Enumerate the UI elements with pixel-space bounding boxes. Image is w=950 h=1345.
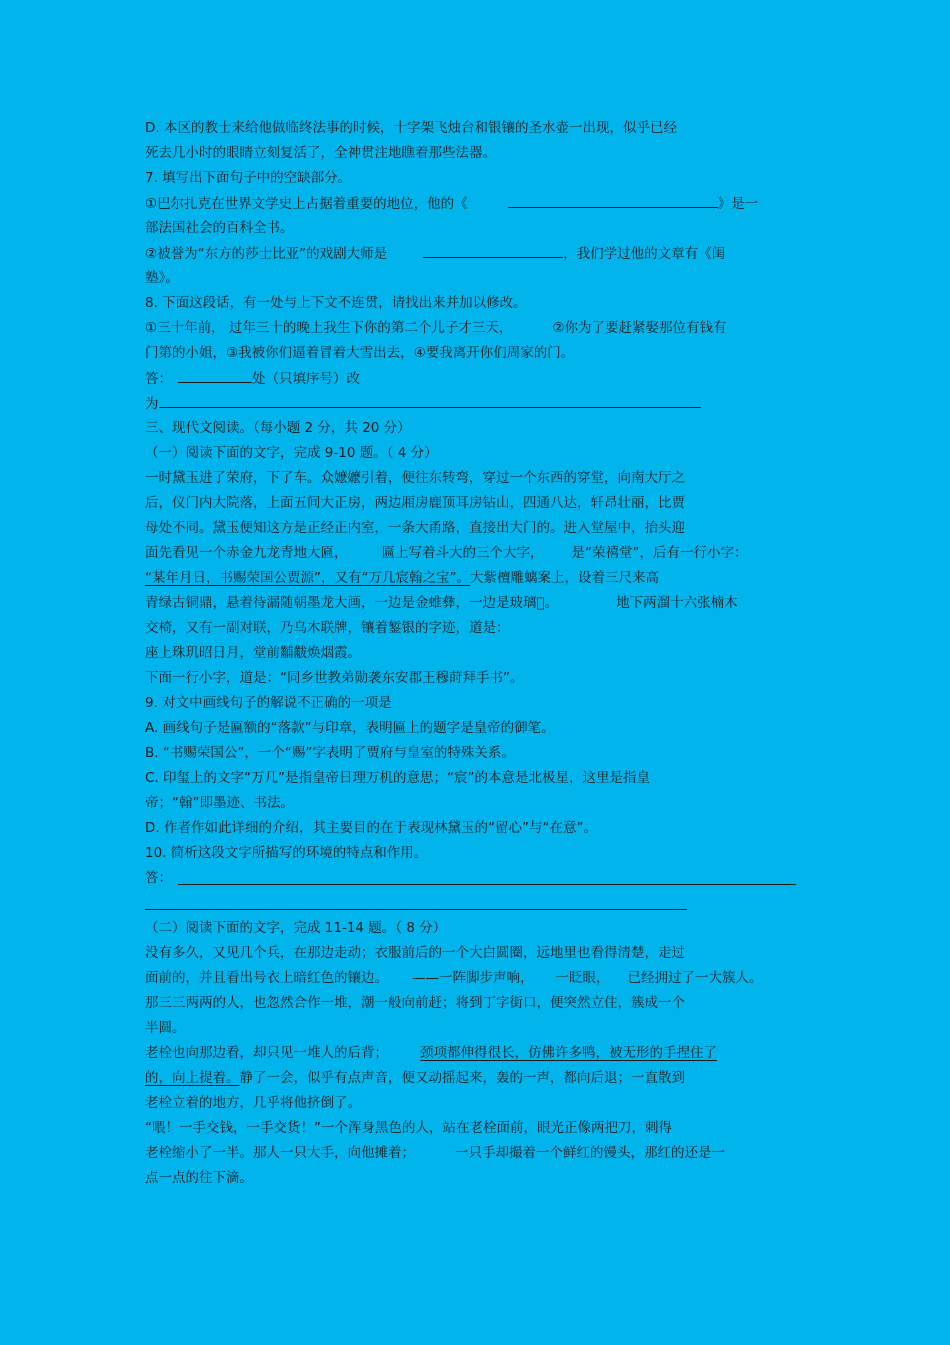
passage-1-line: [145, 593, 738, 613]
passage-part: 地下两溜十六张楠木: [616, 595, 738, 611]
question-8-answer-line: [145, 368, 360, 389]
question-9-option-c: C. 印玺上的文字“万几”是指皇帝日理万机的意思；“宸”的本意是北极星，这里是指皇: [145, 770, 650, 786]
answer-label: 为: [145, 396, 159, 412]
passage-part: 匾上写着斗大的三个大字，: [381, 545, 544, 561]
passage-part: 已经拥过了一大簇人。: [627, 970, 763, 986]
answer-label: 答：: [145, 371, 172, 387]
question-10: 10. 简析这段文字所描写的环境的特点和作用。: [145, 845, 428, 861]
passage-2-line: 半圆。: [145, 1020, 186, 1036]
question-7: 7. 填写出下面句子中的空缺部分。: [145, 170, 352, 186]
option-d-line-2: 死去几小时的眼睛立刻复活了，全神贯注地瞧着那些法器。: [145, 145, 496, 161]
option-d-line-1: D. 本区的教士来给他做临终法事的时候，十字架飞烛台和银镶的圣水壶一出现，似乎已经: [145, 120, 677, 136]
question-7-item-1-continued: 部法国社会的百科全书。: [145, 220, 294, 236]
passage-part: 静了一会，似乎有点声音，便又动摇起来，轰的一声，都向后退；一直散到: [239, 1070, 685, 1086]
passage-1-line: 母处不同。黛玉便知这方是正经正内室，一条大甬路，直接出大门的。进入堂屋中，抬头迎: [145, 520, 685, 536]
answer-blank[interactable]: [423, 243, 563, 258]
passage-1-line: 后，仪门内大院落，上面五间大正房，两边厢房鹿顶耳房钻山，四通八达，轩昂壮丽，比贾: [145, 495, 685, 511]
passage-2-line: 那三三两两的人，也忽然合作一堆，潮一般向前赶；将到丁字街口，便突然立住，簇成一个: [145, 995, 685, 1011]
passage-2-line: 没有多久，又见几个兵，在那边走动；衣服前后的一个大白圆圈，远地里也看得清楚，走过: [145, 945, 685, 961]
passage-1-line: 一时黛玉进了荣府，下了车。众嬷嬷引着，便往东转弯，穿过一个东西的穿堂，向南大厅之: [145, 470, 685, 486]
passage-2-line: [145, 1068, 685, 1088]
answer-blank[interactable]: [178, 368, 252, 383]
answer-blank[interactable]: [145, 909, 687, 910]
question-9-option-b: B. “书赐荣国公”，一个“赐”字表明了贾府与皇室的特殊关系。: [145, 745, 515, 761]
passage-part: 一眨眼，: [555, 970, 610, 986]
passage-2-line: [145, 1043, 717, 1063]
question-7-item-2-continued: 塾》。: [145, 270, 179, 286]
answer-blank[interactable]: [508, 193, 718, 208]
question-8-passage-line-2: 门第的小姐，③我被你们逼着冒着大雪出去，④要我离开你们周家的门。: [145, 345, 575, 361]
passage-2-line: [145, 1143, 725, 1163]
passage-1-line: [145, 543, 748, 563]
subsection-1-heading: （一）阅读下面的文字，完成 9-10 题。（ 4 分）: [145, 445, 438, 461]
question-7-item-1: [145, 193, 758, 214]
passage-2-line: 老栓立着的地方，几乎将他挤倒了。: [145, 1095, 361, 1111]
question-7-item-1-tail: 》是一: [717, 196, 759, 212]
section-3-heading: 三、现代文阅读。（每小题 2 分，共 20 分）: [145, 420, 411, 436]
passage-1-line: [145, 568, 659, 588]
passage-part: 面先看见一个赤金九龙青地大匾，: [145, 545, 348, 561]
passage-part: ——一阵脚步声响，: [412, 970, 534, 986]
passage-2-line: [145, 968, 763, 988]
underlined-sentence: “某年月日，书赐荣国公贾源”，又有“万几宸翰之宝”。: [145, 570, 470, 586]
answer-blank[interactable]: [159, 393, 701, 408]
answer-label: 答：: [145, 870, 172, 886]
passage-1-line: 交椅，又有一副对联，乃乌木联牌，镶着錾银的字迹，道是：: [145, 620, 510, 636]
passage-part: 老栓缩小了一半。那人一只大手，向他摊着；: [145, 1145, 415, 1161]
question-9-option-a: A. 画线句子是匾额的“落款”与印章，表明匾上的题字是皇帝的御笔。: [145, 720, 555, 736]
question-10-answer-line: [145, 868, 172, 888]
passage-part: 是“荣禧堂”，后有一行小字：: [571, 545, 748, 561]
passage-part: 一只手却撮着一个鲜红的馒头，那红的还是一: [455, 1145, 725, 1161]
passage-part: 面前的，并且看出号衣上暗红色的镶边。: [145, 970, 388, 986]
question-8-answer-line-2: [145, 393, 701, 414]
passage-part: ①三十年前， 过年三十的晚上我生下你的第二个儿子才三天，: [145, 320, 513, 336]
question-8: 8. 下面这段话，有一处与上下文不连贯，请找出来并加以修改。: [145, 295, 527, 311]
answer-blank[interactable]: [178, 884, 796, 885]
answer-label-tail: 处（只填序号）改: [252, 371, 360, 387]
question-7-item-1-text: ①巴尔扎克在世界文学史上占据着重要的地位，他的《: [145, 196, 468, 212]
question-7-item-2: [145, 243, 725, 264]
passage-part: 青绿古铜鼎，悬着待漏随朝墨龙大画，一边是金蜼彝，一边是玻璃𫎏。: [145, 595, 559, 611]
passage-1-line: 下面一行小字，道是：“同乡世教弟勋袭东安郡王穆莳拜手书”。: [145, 670, 524, 686]
passage-2-line: “喂！一手交钱，一手交货！”一个浑身黑色的人，站在老栓面前，眼光正像两把刀，刺得: [145, 1120, 672, 1136]
passage-part: ②你为了要赶紧娶那位有钱有: [552, 320, 727, 336]
question-8-passage-line-1: [145, 318, 727, 338]
passage-1-couplet: 座上珠玑昭日月，堂前黼黻焕烟霞。: [145, 645, 361, 661]
question-9-option-c-continued: 帝；“翰”即墨迹、书法。: [145, 795, 294, 811]
passage-part: 老栓也向那边看，却只见一堆人的后背；: [145, 1045, 388, 1061]
question-7-item-2-tail: ，我们学过他的文章有《闺: [563, 246, 726, 262]
underlined-sentence: 颈项都伸得很长，仿佛许多鸭，被无形的手捏住了: [420, 1045, 717, 1061]
passage-2-line: 点一点的往下滴。: [145, 1170, 253, 1186]
underlined-sentence: 的，向上提着。: [145, 1070, 240, 1086]
subsection-2-heading: （二）阅读下面的文字，完成 11-14 题。（ 8 分）: [145, 920, 447, 936]
passage-part: 大紫檀雕螭案上，设着三尺来高: [469, 570, 659, 586]
question-7-item-2-text: ②被誉为“东方的莎士比亚”的戏剧大师是: [145, 246, 388, 262]
question-9-option-d: D. 作者作如此详细的介绍，其主要目的在于表现林黛玉的“留心”与“在意”。: [145, 820, 597, 836]
question-9: 9. 对文中画线句子的解说不正确的一项是: [145, 695, 392, 711]
